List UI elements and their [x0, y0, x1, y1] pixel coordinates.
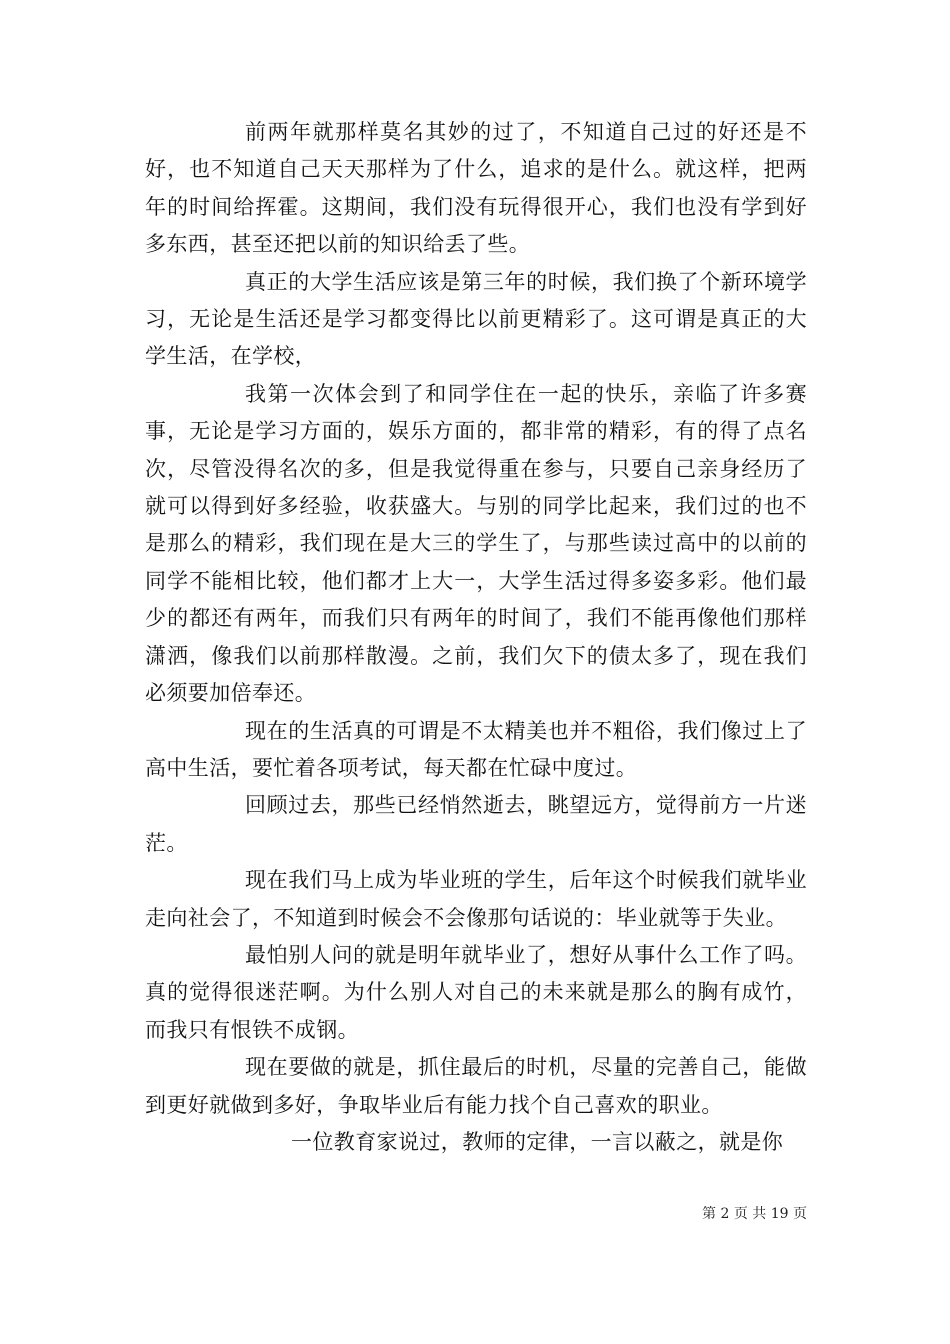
paragraph: 我第一次体会到了和同学住在一起的快乐，亲临了许多赛事，无论是学习方面的，娱乐方面的，都非常的精彩，有的得了点名次，尽管没得名次的多，但是我觉得重在参与，只要自己亲身经历了就可以得到好多经验，收获盛大。与别的同学比起来，我们过的也不是那么的精彩，我们现在是大三的学生了，与那些读过高中的以前的同学不能相比较，他们都才上大一，大学生活过得多姿多彩。他们最少的都还有两年，而我们只有两年的时间了，我们不能再像他们那样潇洒，像我们以前那样散漫。之前，我们欠下的债太多了，现在我们必须要加倍奉还。	[145, 381, 807, 706]
paragraph: 一位教育家说过，教师的定律，一言以蔽之，就是你	[291, 1129, 784, 1154]
paragraph: 真正的大学生活应该是第三年的时候，我们换了个新环境学习，无论是生活还是学习都变得比以前更精彩了。这可谓是真正的大学生活，在学校，	[145, 269, 807, 369]
paragraph: 现在我们马上成为毕业班的学生，后年这个时候我们就毕业走向社会了，不知道到时候会不会像那句话说的：毕业就等于失业。	[145, 868, 807, 930]
page-number-label: 第 2 页 共 19 页	[702, 1206, 807, 1222]
paragraph: 最怕别人问的就是明年就毕业了，想好从事什么工作了吗。真的觉得很迷茫啊。为什么别人对自己的未来就是那么的胸有成竹，而我只有恨铁不成钢。	[145, 942, 807, 1042]
paragraph: 前两年就那样莫名其妙的过了，不知道自己过的好还是不好，也不知道自己天天那样为了什么，追求的是什么。就这样，把两年的时间给挥霍。这期间，我们没有玩得很开心，我们也没有学到好多东西，甚至还把以前的知识给丢了些。	[145, 120, 807, 257]
paragraph: 回顾过去，那些已经悄然逝去，眺望远方，觉得前方一片迷茫。	[145, 793, 807, 855]
paragraph: 现在的生活真的可谓是不太精美也并不粗俗，我们像过上了高中生活，要忙着各项考试，每天都在忙碌中度过。	[145, 718, 807, 780]
page-number-footer	[702, 1205, 807, 1223]
document-body	[145, 114, 807, 1161]
paragraph: 现在要做的就是，抓住最后的时机，尽量的完善自己，能做到更好就做到多好，争取毕业后有能力找个自己喜欢的职业。	[145, 1055, 807, 1117]
